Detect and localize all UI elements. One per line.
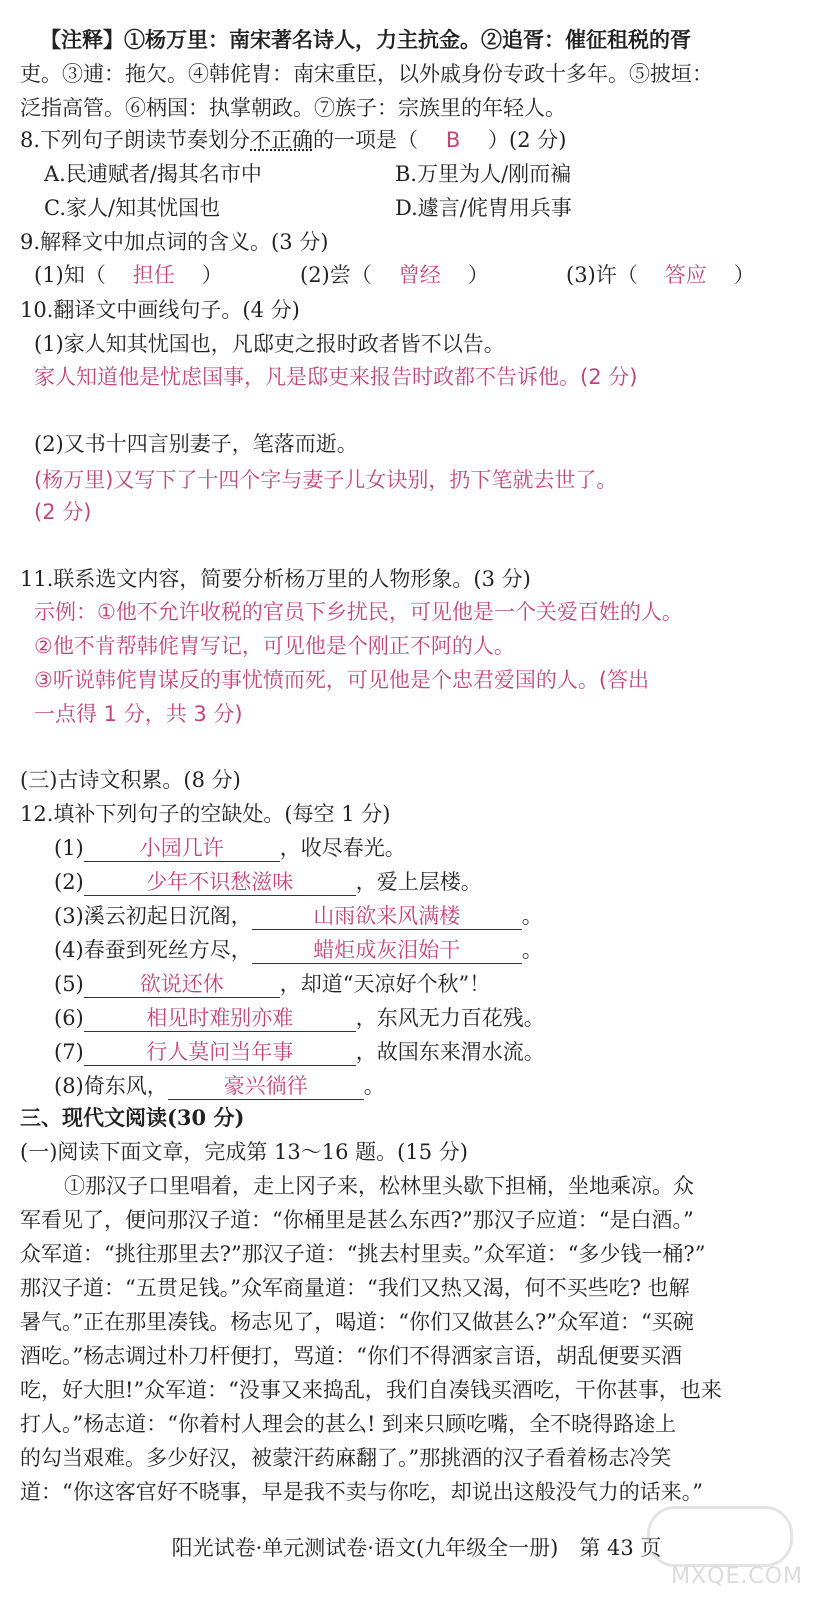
q8-option-c: C.家人/知其忧国也 <box>44 196 221 220</box>
q12-item-3-post: 。 <box>521 904 543 928</box>
q12-item-7 <box>54 1038 545 1066</box>
q12-item-1-answer: 小园几许 <box>139 836 224 860</box>
q10-sentence-2: (2)又书十四言别妻子，笔落而逝。 <box>34 432 358 456</box>
passage-line-1: ①那汉子口里唱着，走上冈子来，松林里头歇下担桶，坐地乘凉。众 <box>64 1174 694 1198</box>
q9-item-2 <box>300 261 489 289</box>
q12-item-5 <box>54 970 490 998</box>
q8-stem-b: 的一项是（ <box>313 128 419 152</box>
passage-line-2: 军看见了，便问那汉子道：“你桶里是甚么东西?”那汉子应道：“是白酒。” <box>20 1208 694 1232</box>
q12-item-5-blank <box>84 971 280 998</box>
q12-item-5-pre: (5) <box>54 972 84 996</box>
q12-item-8-answer: 豪兴徜徉 <box>223 1074 308 1098</box>
q9-item-2-label: (2)尝（ <box>300 263 372 287</box>
q12-item-7-post: ，故国东来渭水流。 <box>355 1040 545 1064</box>
q12-item-4-blank <box>252 937 522 964</box>
q8-option-b: B.万里为人/刚而褊 <box>395 162 572 186</box>
q9-stem: 9.解释文中加点词的含义。(3 分) <box>20 230 329 254</box>
q8-option-d: D.遽言/侂胄用兵事 <box>395 196 572 220</box>
q12-item-7-answer: 行人莫问当年事 <box>146 1040 294 1064</box>
q9-item-1-close: ） <box>201 263 223 287</box>
q12-item-6-blank <box>84 1005 356 1032</box>
q12-item-6-post: ，东风无力百花残。 <box>355 1006 545 1030</box>
passage-line-6: 酒吃。”杨志调过朴刀杆便打，骂道：“你们不得洒家言语，胡乱便要买酒 <box>20 1344 682 1368</box>
q9-item-1-answer: 担任 <box>132 263 175 287</box>
q8-stem <box>20 126 566 154</box>
q9-item-1-label: (1)知（ <box>34 263 106 287</box>
q12-item-2-pre: (2) <box>54 870 84 894</box>
q12-item-7-pre: (7) <box>54 1040 84 1064</box>
q11-answer-line-3: ③听说韩侂胄谋反的事忧愤而死，可见他是个忠君爱国的人。(答出 <box>34 668 650 692</box>
q9-item-3-answer: 答应 <box>664 263 707 287</box>
q12-item-3 <box>54 902 543 930</box>
q8-option-a: A.民逋赋者/揭其名市中 <box>44 162 262 186</box>
q8-stem-dots: 不正确 <box>250 128 314 152</box>
part-3-subtitle: (一)阅读下面文章，完成第 13～16 题。(15 分) <box>20 1140 468 1164</box>
passage-line-10: 道：“你这客官好不晓事，早是我不卖与你吃，却说出这般没气力的话来。” <box>20 1480 703 1504</box>
q12-stem: 12.填补下列句子的空缺处。(每空 1 分) <box>20 802 391 826</box>
passage-line-8: 打人。”杨志道：“你着村人理会的甚么! 到来只顾吃嘴，全不晓得路途上 <box>20 1412 677 1436</box>
q12-item-1-post: ，收尽春光。 <box>279 836 406 860</box>
q12-item-5-post: ，却道“天凉好个秋”！ <box>279 972 491 996</box>
q12-item-2-post: ，爱上层楼。 <box>355 870 482 894</box>
q12-item-3-blank <box>252 903 522 930</box>
q8-stem-a: 8.下列句子朗读节奏划分 <box>20 128 251 152</box>
q12-item-6 <box>54 1004 545 1032</box>
q12-item-2-blank <box>84 869 356 896</box>
q12-item-1 <box>54 834 406 862</box>
q12-item-4-pre: (4)春蚕到死丝方尽， <box>54 938 252 962</box>
q12-item-8-post: 。 <box>363 1074 385 1098</box>
passage-line-9: 的勾当艰难。多少好汉，被蒙汗药麻翻了。”那挑酒的汉子看着杨志冷笑 <box>20 1446 672 1470</box>
q11-answer-line-4: 一点得 1 分，共 3 分) <box>34 702 243 726</box>
part-3-title: 三、现代文阅读(30 分) <box>20 1105 245 1130</box>
notes-line-1 <box>40 26 691 54</box>
q12-item-4 <box>54 936 543 964</box>
q12-item-7-blank <box>84 1039 356 1066</box>
q11-stem: 11.联系选文内容，简要分析杨万里的人物形象。(3 分) <box>20 567 531 591</box>
q8-stem-c: ）(2 分) <box>488 128 567 152</box>
q12-item-4-post: 。 <box>521 938 543 962</box>
passage-line-7: 吃，好大胆!”众军道：“没事又来捣乱，我们自凑钱买酒吃，干你甚事，也来 <box>20 1378 722 1402</box>
q9-item-1 <box>34 261 223 289</box>
q9-item-3 <box>566 261 755 289</box>
q12-item-8-pre: (8)倚东风， <box>54 1074 168 1098</box>
notes-line-2: 吏。③逋：拖欠。④韩侂胄：南宋重臣，以外戚身份专政十多年。⑤披垣： <box>20 62 713 86</box>
q12-item-8 <box>54 1072 385 1100</box>
q11-answer-line-1: 示例：①他不允许收税的官员下乡扰民，可见他是一个关爱百姓的人。 <box>34 600 683 624</box>
q11-answer-line-2: ②他不肯帮韩侂胄写记，可见他是个刚正不阿的人。 <box>34 634 515 658</box>
page-footer: 阳光试卷·单元测试卷·语文(九年级全一册) 第 43 页 <box>171 1536 662 1560</box>
q12-item-1-pre: (1) <box>54 836 84 860</box>
q9-item-3-label: (3)许（ <box>566 263 638 287</box>
q10-answer-1: 家人知道他是忧虑国事，凡是邸吏来报告时政都不告诉他。(2 分) <box>34 365 638 389</box>
q12-item-4-answer: 蜡炬成灰泪始干 <box>313 938 461 962</box>
passage-line-4: 那汉子道：“五贯足钱。”众军商量道：“我们又热又渴，何不买些吃? 也解 <box>20 1276 690 1300</box>
watermark <box>593 1500 813 1595</box>
q12-item-1-blank <box>84 835 280 862</box>
q10-sentence-1: (1)家人知其忧国也，凡邸吏之报时政者皆不以告。 <box>34 332 505 356</box>
q12-item-3-answer: 山雨欲来风满楼 <box>313 904 461 928</box>
watermark-text: MXQE.COM <box>671 1564 803 1589</box>
q10-answer-2-line-2: (2 分) <box>34 500 92 524</box>
watermark-logo-icon <box>647 1506 793 1567</box>
q12-item-8-blank <box>168 1073 364 1100</box>
passage-line-5: 暑气。”正在那里凑钱。杨志见了，喝道：“你们又做甚么?”众军道：“买碗 <box>20 1310 694 1334</box>
q12-item-2-answer: 少年不识愁滋味 <box>146 870 294 894</box>
notes-text-1: 【注释】①杨万里：南宋著名诗人，力主抗金。②追胥：催征租税的胥 <box>40 27 691 52</box>
q10-answer-2-line-1: (杨万里)又写下了十四个字与妻子儿女诀别，扔下笔就去世了。 <box>34 468 618 492</box>
q12-item-6-answer: 相见时难别亦难 <box>146 1006 294 1030</box>
q12-item-3-pre: (3)溪云初起日沉阁， <box>54 904 252 928</box>
q12-item-2 <box>54 868 482 896</box>
notes-line-3: 泛指高管。⑥柄国：执掌朝政。⑦族子：宗族里的年轻人。 <box>20 96 566 120</box>
q12-item-5-answer: 欲说还休 <box>139 972 224 996</box>
q12-item-6-pre: (6) <box>54 1006 84 1030</box>
q9-item-2-close: ） <box>467 263 489 287</box>
section-3-title: (三)古诗文积累。(8 分) <box>20 768 241 792</box>
q8-answer: B <box>445 128 461 152</box>
q9-item-2-answer: 曾经 <box>398 263 441 287</box>
q10-stem: 10.翻译文中画线句子。(4 分) <box>20 298 300 322</box>
passage-line-3: 众军道：“挑往那里去?”那汉子道：“挑去村里卖。”众军道：“多少钱一桶?” <box>20 1242 706 1266</box>
q9-item-3-close: ） <box>733 263 755 287</box>
